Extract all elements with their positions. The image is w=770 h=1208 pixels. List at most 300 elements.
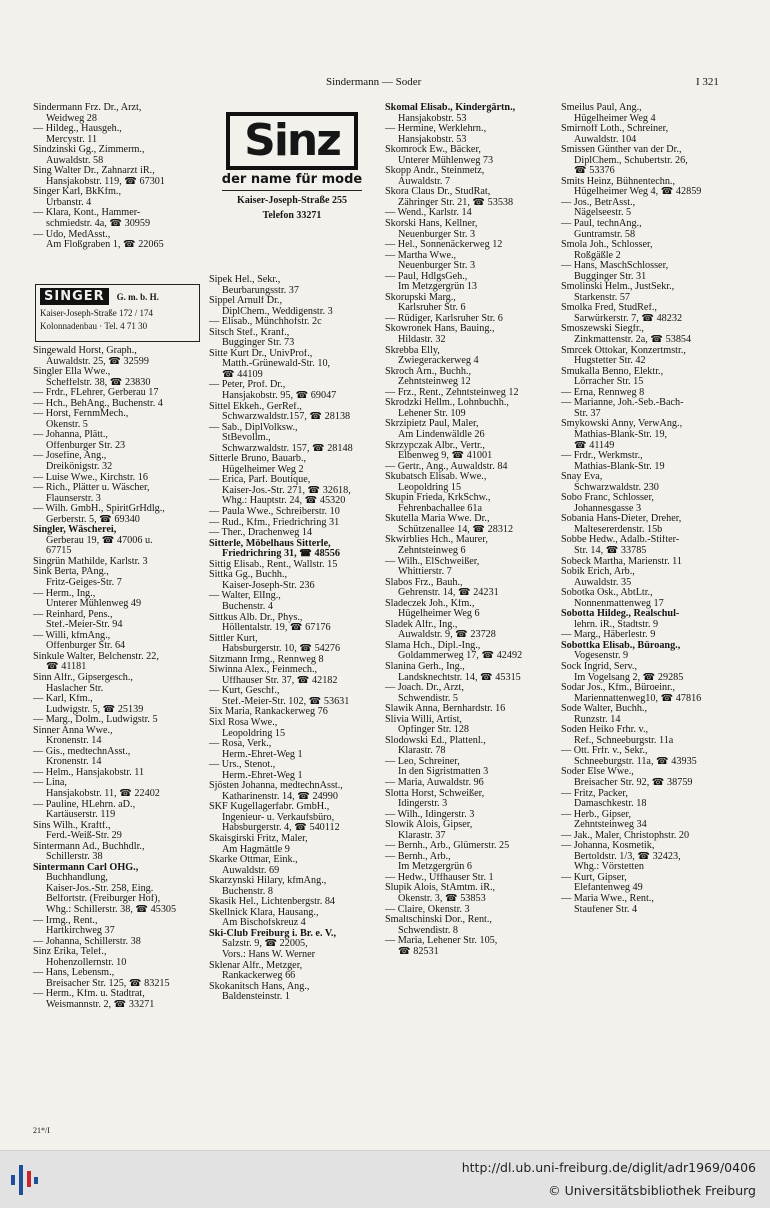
entry-continuation: Habsburgerstr. 4, ☎ 540112 [222, 823, 340, 834]
directory-entry: — Urs., Stenot., [209, 760, 276, 771]
directory-entry: Sinner Anna Wwe., [33, 725, 113, 736]
entry-continuation: Schwendistr. 8 [398, 925, 458, 936]
directory-entry: — Hel., Sonnenäckerweg 12 [385, 240, 503, 251]
directory-entry: Siwinna Alex., Feinmech., [209, 665, 318, 676]
directory-entry: — Hans, Lebensm., [33, 968, 115, 979]
entry-continuation: Friedrichring 31, ☎ 48556 [222, 549, 340, 560]
directory-entry: Sintermann Ad., Buchhdlr., [33, 841, 145, 852]
directory-entry: — Josefine, Ang., [33, 451, 107, 462]
directory-entry: Singrün Mathilde, Karlstr. 3 [33, 556, 148, 567]
entry-continuation: Gerberau 19, ☎ 47006 u. [46, 535, 153, 546]
entry-continuation: Guntramstr. 58 [574, 229, 636, 240]
directory-entry: Smykowski Anny, VerwAng., [561, 419, 683, 430]
directory-entry: Slotta Horst, Schweißer, [385, 788, 485, 799]
directory-entry: Skrzipietz Paul, Maler, [385, 419, 479, 430]
entry-continuation: Mercystr. 11 [46, 134, 98, 145]
entry-continuation: Am Hagmättle 9 [222, 844, 290, 855]
entry-continuation: Salzstr. 9, ☎ 22005, [222, 939, 308, 950]
directory-entry: Sinn Alfr., Gipsergesch., [33, 672, 133, 683]
directory-entry: Slanina Gerh., Ing., [385, 661, 465, 672]
entry-continuation: Habsburgerstr. 10, ☎ 54276 [222, 644, 341, 655]
entry-continuation: Nägelseestr. 5 [574, 208, 632, 219]
entry-continuation: Landsknechtstr. 14, ☎ 45315 [398, 672, 521, 683]
directory-entry: — Maria Wwe., Rent., [561, 894, 654, 905]
entry-continuation: ☎ 41181 [46, 662, 87, 673]
column-1 [33, 103, 205, 251]
digital-copy-link[interactable]: http://dl.ub.uni-freiburg.de/diglit/adr1969/0406 [461, 1160, 756, 1175]
directory-entry: — Leo, Schreiner, [385, 756, 460, 767]
copyright-notice: © Universitätsbibliothek Freiburg [548, 1183, 756, 1198]
directory-entry: — Claire, Okenstr. 3 [385, 904, 470, 915]
directory-entry: Sode Walter, Buchh., [561, 704, 648, 715]
directory-entry: — Johanna, Kosmetik, [561, 841, 655, 852]
singer-address: Kaiser-Joseph-Straße 172 / 174 [40, 308, 154, 318]
directory-entry: Smolinski Helm., JustSekr., [561, 282, 675, 293]
directory-entry: — Wilh., ElSchweißer, [385, 556, 480, 567]
directory-entry: Skopp Andr., Steinmetz, [385, 166, 485, 177]
entry-continuation: Str. 37 [574, 408, 601, 419]
directory-entry: — Kurt, Gipser, [561, 872, 627, 883]
entry-continuation: Opfinger Str. 128 [398, 725, 470, 736]
entry-continuation: Hügelheimer Weg 4, ☎ 42859 [574, 187, 702, 198]
directory-entry: Skorupski Marg., [385, 292, 456, 303]
entry-continuation: Vogesenstr. 9 [574, 651, 629, 662]
directory-entry: Sladek Alfr., Ing., [385, 619, 458, 630]
directory-entry: Skwirblies Hch., Maurer, [385, 535, 488, 546]
entry-continuation: Belfortstr. (Freiburger Hof), [46, 894, 161, 905]
entry-continuation: Schillerstr. 38 [46, 852, 103, 863]
directory-entry: Smaltschinski Dor., Rent., [385, 915, 492, 926]
directory-entry: Singewald Horst, Graph., [33, 346, 137, 356]
entry-continuation: Herm.-Ehret-Weg 1 [222, 770, 303, 781]
directory-entry: — Karl, Kfm., [33, 694, 93, 705]
entry-continuation: Im Metzgergrün 6 [398, 862, 472, 873]
sinz-address: Kaiser-Joseph-Straße 255 [237, 195, 347, 206]
entry-continuation: Mathias-Blank-Str. 19, [574, 429, 668, 440]
directory-entry: Sodar Jos., Kfm., Büroeinr., [561, 683, 676, 694]
entry-continuation: Kaiser-Jos.-Str. 271, ☎ 32618, [222, 485, 351, 496]
directory-entry: — Klara, Kont., Hammer- [33, 208, 141, 219]
directory-entry: — Rüdiger, Karlsruher Str. 6 [385, 313, 503, 324]
directory-entry: Skomrock Ew., Bäcker, [385, 145, 481, 156]
directory-entry: Skasik Hel., Lichtenbergstr. 84 [209, 897, 336, 908]
directory-entry: — Rich., Plätter u. Wäscher, [33, 483, 150, 494]
directory-entry: Sklenar Alfr., Metzger, [209, 960, 303, 971]
directory-entry: — Wilh., Idingerstr. 3 [385, 809, 475, 820]
directory-entry: — Hch., BehAng., Buchenstr. 4 [33, 398, 163, 409]
directory-entry: Skora Claus Dr., StudRat, [385, 187, 491, 198]
directory-entry: — Marg., Dolm., Ludwigstr. 5 [33, 715, 158, 726]
column-2 [209, 275, 381, 1003]
entry-continuation: schmiedstr. 4a, ☎ 30959 [46, 219, 151, 230]
entry-continuation: Baldensteinstr. 1 [222, 992, 290, 1003]
directory-entry: Slabos Frz., Bauh., [385, 577, 463, 588]
directory-entry: Sobotta Hildeg., Realschul- [561, 609, 680, 620]
entry-continuation: Ref., Schneeburgstr. 11a [574, 735, 674, 746]
signature-mark: 21*/I [33, 1126, 50, 1135]
entry-continuation: Gehrenstr. 14, ☎ 24231 [398, 588, 499, 599]
entry-continuation: Hansjakobstr. 53 [398, 113, 467, 124]
directory-entry: Sink Berta, PAng., [33, 567, 109, 578]
entry-continuation: Damaschkestr. 18 [574, 799, 647, 810]
entry-continuation: Auwaldstr. 35 [574, 577, 632, 588]
entry-continuation: StBevollm., [222, 433, 271, 444]
entry-continuation: Hartkirchweg 37 [46, 926, 115, 937]
directory-entry: Smirnoff Loth., Schreiner, [561, 124, 669, 135]
entry-continuation: Urbanstr. 4 [46, 197, 92, 208]
directory-entry: Skorski Hans, Kellner, [385, 219, 478, 230]
library-footer-bar [0, 1150, 770, 1208]
entry-continuation: Höllentalstr. 19, ☎ 67176 [222, 623, 331, 634]
entry-continuation: Leopoldring 15 [222, 728, 286, 739]
directory-entry: Sippel Arnulf Dr., [209, 296, 283, 307]
entry-continuation: Weismannstr. 2, ☎ 33271 [46, 999, 155, 1010]
sinz-logo-text: Sinz [244, 115, 340, 166]
directory-entry: — Paula Wwe., Schreiberstr. 10 [209, 507, 340, 518]
directory-entry: Sittler Kurt, [209, 633, 258, 644]
entry-continuation: Leopoldring 15 [398, 482, 462, 493]
entry-continuation: Elefantenweg 49 [574, 883, 643, 894]
entry-continuation: Stef.-Meier-Str. 102, ☎ 53631 [222, 696, 350, 707]
directory-entry: — Elisab., Münchhofstr. 2c [209, 317, 322, 328]
entry-continuation: Zwiegerackerweg 4 [398, 356, 479, 367]
directory-entry: Sitterle, Möbelhaus Sitterle, [209, 538, 331, 549]
directory-entry: Smrcek Ottokar, Konzertmstr., [561, 345, 686, 356]
entry-continuation: Buchhandlung, [46, 873, 108, 884]
entry-continuation: DiplChem., Weddigenstr. 3 [222, 306, 333, 317]
entry-continuation: Whg.: Schillerstr. 38, ☎ 45305 [46, 904, 177, 915]
directory-entry: — Fritz, Packer, [561, 788, 628, 799]
entry-continuation: Auwaldstr. 25, ☎ 32599 [46, 356, 149, 367]
entry-continuation: Hügelheimer Weg 2 [222, 464, 304, 475]
directory-entry: Smukalla Benno, Elektr., [561, 366, 664, 377]
entry-continuation: Karlsruher Str. 6 [398, 303, 466, 314]
entry-continuation: Fritz-Geiges-Str. 7 [46, 578, 122, 589]
entry-continuation: Zehntsteinweg 12 [398, 377, 471, 388]
entry-continuation: Hohenzollernstr. 10 [46, 957, 127, 968]
directory-entry: — Maria, Lehener Str. 105, [385, 936, 498, 947]
page-number: I 321 [696, 76, 719, 88]
directory-entry: Sobbe Hedw., Adalb.-Stifter- [561, 535, 680, 546]
entry-continuation: Klarastr. 78 [398, 746, 446, 757]
directory-entry: Slivia Willi, Artist, [385, 714, 462, 725]
directory-entry: Skokanitsch Hans, Ang., [209, 981, 310, 992]
directory-entry: Skutella Maria Wwe. Dr., [385, 514, 490, 525]
entry-continuation: Ferd.-Weiß-Str. 29 [46, 831, 122, 842]
directory-entry: — Gis., medtechnAsst., [33, 746, 131, 757]
directory-entry: Sixl Rosa Wwe., [209, 717, 278, 728]
entry-continuation: Im Metzgergrün 13 [398, 282, 478, 293]
entry-continuation: ☎ 82531 [398, 946, 439, 957]
singer-company-form: G. m. b. H. [116, 291, 159, 302]
directory-entry: Singer Karl, BkKfm., [33, 187, 121, 198]
directory-entry: — Kurt, Geschf., [209, 686, 280, 697]
directory-entry: — Herm., Kfm. u. Stadtrat, [33, 989, 145, 1000]
entry-continuation: Schwarzwaldstr.157, ☎ 28138 [222, 412, 351, 423]
entry-continuation: Hansjakobstr. 119, ☎ 67301 [46, 176, 165, 187]
directory-entry: — Herb., Gipser, [561, 809, 632, 820]
directory-entry: Skubatsch Elisab. Wwe., [385, 472, 487, 483]
directory-entry: Sittel Ekkeh., GerRef., [209, 401, 302, 412]
entry-continuation: Stef.-Meier-Str. 94 [46, 620, 123, 631]
entry-continuation: Dreikönigstr. 32 [46, 462, 113, 473]
entry-continuation: Kartäuserstr. 119 [46, 810, 116, 821]
singer-phone: Kolonnadenbau · Tel. 4 71 30 [40, 321, 148, 331]
directory-entry: Sintermann Carl OHG., [33, 862, 139, 873]
directory-entry: Smola Joh., Schlosser, [561, 240, 653, 251]
directory-entry: Sitte Kurt Dr., UnivProf., [209, 348, 313, 359]
entry-continuation: Zähringer Str. 21, ☎ 53538 [398, 197, 514, 208]
directory-entry: Sittkus Alb. Dr., Phys., [209, 612, 303, 623]
directory-entry: Slodowski Ed., Plattenl., [385, 735, 486, 746]
entry-continuation: Lörracher Str. 15 [574, 377, 644, 388]
directory-entry: Smissen Günther van der Dr., [561, 145, 682, 156]
entry-continuation: Schneeburgstr. 11a, ☎ 43935 [574, 756, 697, 767]
directory-entry: — Marianne, Joh.-Seb.-Bach- [561, 398, 684, 409]
entry-continuation: Ludwigstr. 5, ☎ 25139 [46, 704, 144, 715]
entry-continuation: Zehntsteinweg 6 [398, 545, 466, 556]
entry-continuation: Scheffelstr. 38, ☎ 23830 [46, 377, 151, 388]
directory-entry: Singler, Wäscherei, [33, 525, 117, 536]
directory-entry: — Paul, technAng., [561, 219, 642, 230]
sinz-slogan: der name für mode [221, 172, 363, 187]
directory-entry: Sitterle Bruno, Bauarb., [209, 454, 307, 465]
entry-continuation: Fehrenbachallee 61a [398, 503, 483, 514]
entry-continuation: Buchenstr. 4 [222, 601, 273, 612]
directory-entry: Skarzynski Hilary, kfmAng., [209, 876, 327, 887]
entry-continuation: Starkenstr. 57 [574, 292, 631, 303]
directory-entry: Smolka Fred, StudRef., [561, 303, 657, 314]
directory-entry: — Hans, MaschSchlosser, [561, 261, 669, 272]
entry-continuation: Hugstetter Str. 42 [574, 356, 646, 367]
directory-entry: Slowik Alois, Gipser, [385, 820, 473, 831]
entry-continuation: Breisacher Str. 125, ☎ 83215 [46, 978, 170, 989]
directory-entry: — Helm., Hansjakobstr. 11 [33, 767, 145, 778]
entry-continuation: Schwendistr. 5 [398, 693, 458, 704]
entry-continuation: Schwarzwaldstr. 230 [574, 482, 659, 493]
directory-entry: — Rud., Kfm., Friedrichring 31 [209, 517, 340, 528]
directory-entry: — Gertr., Ang., Auwaldstr. 84 [385, 461, 508, 472]
directory-entry: — Wend., Karlstr. 14 [385, 208, 472, 219]
directory-entry: Singler Ella Wwe., [33, 367, 111, 378]
directory-entry: — Irmg., Rent., [33, 915, 98, 926]
sinz-phone: Telefon 33271 [262, 210, 322, 221]
entry-continuation: 67715 [46, 546, 72, 557]
directory-entry: — Hermine, Werklehrn., [385, 124, 487, 135]
column-4 [561, 103, 733, 915]
directory-entry: Sjösten Johanna, medtechnAsst., [209, 781, 343, 792]
entry-continuation: Offenburger Str. 23 [46, 440, 126, 451]
directory-entry: — Rosa, Verk., [209, 739, 272, 750]
entry-continuation: Whittierstr. 7 [398, 567, 452, 578]
directory-entry: — Ott. Frfr. v., Sekr., [561, 746, 648, 757]
directory-entry: Skarke Ottmar, Eink., [209, 855, 298, 866]
directory-entry: — Sab., DiplVolksw., [209, 422, 298, 433]
directory-entry: — Ther., Drachenweg 14 [209, 528, 313, 539]
directory-entry: Smoszewski Siegfr., [561, 324, 644, 335]
directory-entry: Slupik Alois, StAmtm. iR., [385, 883, 496, 894]
entry-continuation: Herm.-Ehret-Weg 1 [222, 749, 303, 760]
directory-entry: Skupin Frieda, KrkSchw., [385, 493, 491, 504]
directory-entry: Sobo Franc, Schlosser, [561, 493, 654, 504]
entry-continuation: Nonnenmattenweg 17 [574, 598, 664, 609]
entry-continuation: Maltesererdenstr. 15b [574, 524, 663, 535]
directory-entry: SKF Kugellagerfabr. GmbH., [209, 802, 330, 813]
directory-entry: Six Maria, Rankackerweg 76 [209, 707, 328, 718]
directory-entry: — Paul, HdlgsGeh., [385, 271, 468, 282]
entry-continuation: Unterer Mühlenweg 73 [398, 155, 494, 166]
directory-entry: — Erica, Parf. Boutique, [209, 475, 311, 486]
directory-entry: — Walter, ElIng., [209, 591, 281, 602]
directory-entry: Slama Hch., Dipl.-Ing., [385, 640, 481, 651]
university-library-logo-icon [8, 1163, 40, 1197]
directory-entry: — Herm., Ing., [33, 588, 96, 599]
directory-entry: — Hedw., Uffhauser Str. 1 [385, 872, 494, 883]
directory-entry: — Johanna, Plätt., [33, 430, 108, 441]
entry-continuation: ☎ 53376 [574, 166, 615, 177]
running-header: Sindermann — Soder [326, 76, 422, 88]
entry-continuation: Goldammerweg 17, ☎ 42492 [398, 651, 523, 662]
entry-continuation: Auwaldstr. 9, ☎ 23728 [398, 630, 496, 641]
entry-continuation: Bugginger Str. 73 [222, 338, 295, 349]
directory-entry: Skellnick Klara, Hausang., [209, 907, 319, 918]
entry-continuation: Bugginger Str. 31 [574, 271, 647, 282]
directory-entry: — Maria, Auwaldstr. 96 [385, 778, 484, 788]
directory-entry: — Willi, kfmAng., [33, 630, 111, 641]
entry-continuation: Matth.-Grünewald-Str. 10, [222, 359, 331, 370]
entry-continuation: Bertoldstr. 1/3, ☎ 32423, [574, 851, 681, 862]
entry-continuation: Mariennattenweg10, ☎ 47816 [574, 693, 702, 704]
directory-entry: Skomal Elisab., Kindergärtn., [385, 103, 516, 113]
directory-entry: Skowronek Hans, Bauing., [385, 324, 495, 335]
entry-continuation: Sarwürkerstr. 7, ☎ 48232 [574, 313, 683, 324]
entry-continuation: Mathias-Blank-Str. 19 [574, 461, 665, 472]
directory-entry: Sobeck Martha, Marienstr. 11 [561, 556, 682, 567]
directory-entry: — Luise Wwe., Kirchstr. 16 [33, 472, 148, 483]
directory-entry: Sobotka Osk., AbtLtr., [561, 588, 653, 599]
entry-continuation: Vors.: Hans W. Werner [222, 950, 316, 960]
directory-entry: Sindermann Frz. Dr., Arzt, [33, 103, 142, 113]
directory-entry: Sladeczek Joh., Kfm., [385, 598, 475, 609]
sinz-advertisement [212, 110, 372, 260]
directory-entry: Sobania Hans-Dieter, Dreher, [561, 514, 682, 525]
entry-continuation: Whg.: Hauptstr. 24, ☎ 45320 [222, 496, 346, 507]
entry-continuation: Flaunserstr. 3 [46, 493, 101, 504]
column-3 [385, 103, 557, 957]
directory-entry: Sinz Erika, Telef., [33, 947, 107, 958]
directory-entry: Sittig Elisab., Rent., Wallstr. 15 [209, 559, 338, 570]
directory-entry: Sins Wilh., Kraftf., [33, 820, 111, 831]
entry-continuation: Gerberstr. 5, ☎ 69340 [46, 514, 140, 525]
directory-entry: — Horst, FernmMech., [33, 409, 129, 420]
directory-entry: Sinkule Walter, Belchenstr. 22, [33, 651, 159, 662]
entry-continuation: Neuenburger Str. 3 [398, 229, 476, 240]
directory-entry: Skaisgirski Fritz, Maler, [209, 833, 308, 844]
entry-continuation: Neuenburger Str. 3 [398, 261, 476, 272]
entry-continuation: Auwaldstr. 104 [574, 134, 637, 145]
directory-entry: — Martha Wwe., [385, 250, 457, 261]
directory-entry: — Jak., Maler, Christophstr. 20 [561, 830, 690, 841]
directory-entry: — Johanna, Schillerstr. 38 [33, 936, 141, 947]
entry-continuation: ☎ 41149 [574, 440, 615, 451]
singer-advertisement [35, 284, 200, 342]
directory-entry: Sobottka Elisab., Büroang., [561, 640, 681, 651]
entry-continuation: Schwarzwaldstr. 157, ☎ 28148 [222, 443, 353, 454]
singer-logo: SINGER [40, 288, 109, 305]
directory-entry: — Bernh., Arb., Glümerstr. 25 [385, 841, 510, 852]
entry-continuation: Whg.: Vörstetten [574, 862, 644, 873]
entry-continuation: Haslacher Str. [46, 683, 104, 694]
entry-continuation: Hildastr. 32 [398, 335, 446, 346]
entry-continuation: Johannesgasse 3 [574, 503, 642, 514]
directory-entry: — Wilh. GmbH., SpiritGrHdlg., [33, 504, 165, 515]
entry-continuation: Klarastr. 37 [398, 830, 446, 841]
entry-continuation: Okenstr. 3, ☎ 53853 [398, 894, 486, 905]
entry-continuation: Okenstr. 5 [46, 419, 88, 430]
directory-entry: — Marg., Häberlestr. 9 [561, 630, 656, 641]
entry-continuation: Lehener Str. 109 [398, 408, 466, 419]
entry-continuation: Runzstr. 14 [574, 714, 621, 725]
sinz-logo [226, 112, 358, 170]
directory-entry: — Frdr., FLehrer, Gerberau 17 [33, 388, 159, 399]
directory-entry: — Jos., BetrAsst., [561, 197, 636, 208]
entry-continuation: Im Vogelsang 2, ☎ 29285 [574, 672, 684, 683]
entry-continuation: Auwaldstr. 69 [222, 865, 280, 876]
entry-continuation: Hansjakobstr. 11, ☎ 22402 [46, 788, 160, 799]
entry-continuation: Hügelheimer Weg 6 [398, 609, 480, 620]
entry-continuation: Hansjakobstr. 95, ☎ 69047 [222, 391, 337, 402]
divider [222, 190, 362, 191]
entry-continuation: Auwaldstr. 58 [46, 155, 104, 166]
directory-entry: — Udo, MedAsst., [33, 229, 111, 240]
entry-continuation: Roßgäßle 2 [574, 250, 621, 261]
entry-continuation: Hügelheimer Weg 4 [574, 113, 656, 124]
directory-entry: — Peter, Prof. Dr., [209, 380, 286, 391]
entry-continuation: In den Sigristmatten 3 [398, 767, 489, 778]
directory-entry: Skroch Arn., Buchh., [385, 366, 472, 377]
directory-entry: Sing Walter Dr., Zahnarzt iR., [33, 166, 155, 177]
directory-entry: Sindzinski Gg., Zimmerm., [33, 145, 145, 156]
column-1-lower [33, 346, 205, 1010]
entry-continuation: Am Floßgraben 1, ☎ 22065 [46, 240, 164, 251]
directory-entry: Soden Heiko Frhr. v., [561, 725, 649, 736]
directory-entry: — Frz., Rent., Zehntsteinweg 12 [385, 387, 519, 398]
entry-continuation: Staufener Str. 4 [574, 904, 638, 915]
entry-continuation: Beurbarungsstr. 37 [222, 285, 299, 296]
entry-continuation: Idingerstr. 3 [398, 799, 448, 810]
entry-continuation: Weidweg 28 [46, 113, 97, 124]
directory-entry: Smits Heinz, Bühnentechn., [561, 176, 676, 187]
directory-entry: Soder Else Wwe., [561, 767, 634, 778]
entry-continuation: Elbenweg 9, ☎ 41001 [398, 451, 493, 462]
directory-entry: Sobik Erich, Arb., [561, 567, 635, 578]
entry-continuation: DiplChem., Schubertstr. 26, [574, 155, 688, 166]
directory-entry: Sittka Gg., Buchh., [209, 570, 288, 581]
directory-entry: Skrzypczak Albr., Vertr., [385, 440, 485, 451]
directory-entry: — Bernh., Arb., [385, 851, 451, 862]
directory-entry: Sipek Hel., Sekr., [209, 275, 281, 285]
entry-continuation: Rankackerweg 66 [222, 971, 296, 982]
entry-continuation: Uffhauser Str. 37, ☎ 42182 [222, 675, 338, 686]
entry-continuation: Am Lindenwäldle 26 [398, 429, 485, 440]
directory-entry: Skrebba Elly, [385, 345, 440, 356]
entry-continuation: lehrn. iR., Stadtstr. 9 [574, 619, 659, 630]
entry-continuation: Zehntsteinweg 34 [574, 820, 647, 831]
directory-entry: Sitzmann Irmg., Rennweg 8 [209, 654, 324, 665]
entry-continuation: Unterer Mühlenweg 49 [46, 599, 142, 610]
directory-entry: Skrodzki Hellm., Lohnbuchh., [385, 398, 509, 409]
entry-continuation: Kronenstr. 14 [46, 736, 102, 747]
